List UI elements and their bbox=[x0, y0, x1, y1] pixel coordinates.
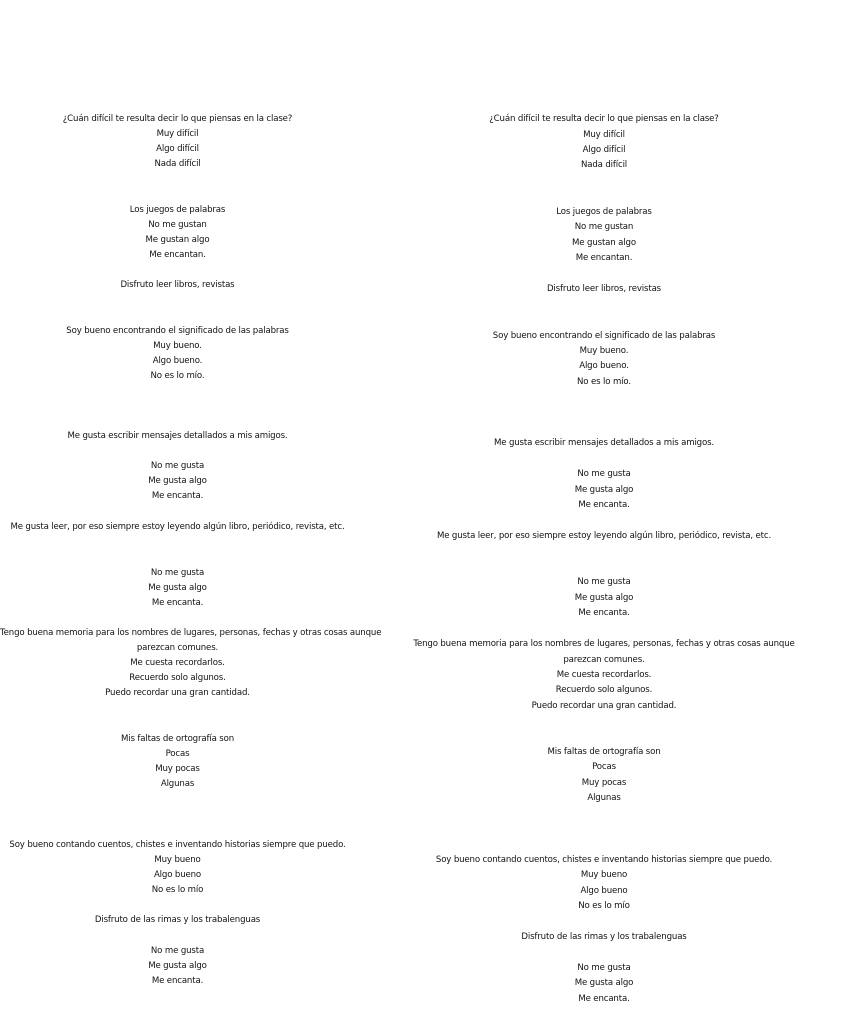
questionnaire-left-content bbox=[0, 0, 382, 1024]
right-questionnaire-line: Me gustan algo bbox=[572, 238, 636, 248]
right-questionnaire-line: Puedo recordar una gran cantidad. bbox=[531, 701, 677, 711]
left-questionnaire-line: Me gusta algo bbox=[148, 476, 207, 486]
right-questionnaire-line: No me gusta bbox=[577, 469, 631, 479]
right-questionnaire-line: Algunas bbox=[587, 793, 621, 803]
left-questionnaire-line: Tengo buena memoria para los nombres de lugares, personas, fechas y otras cosas aunque bbox=[0, 628, 382, 638]
right-questionnaire-line: Los juegos de palabras bbox=[556, 207, 652, 217]
left-questionnaire-line: Me encantan. bbox=[149, 250, 206, 260]
left-questionnaire-line: Me encanta. bbox=[151, 598, 204, 608]
right-questionnaire-line: Me gusta leer, por eso siempre estoy leyendo algún libro, periódico, revista, etc. bbox=[436, 531, 772, 541]
right-questionnaire-line: Recuerdo solo algunos. bbox=[555, 685, 653, 695]
right-questionnaire-line: Tengo buena memoria para los nombres de lugares, personas, fechas y otras cosas aunque bbox=[413, 639, 795, 649]
right-questionnaire-line: Me gusta algo bbox=[574, 978, 634, 988]
left-questionnaire-line: No me gusta bbox=[150, 568, 205, 578]
right-questionnaire-line: Soy bueno contando cuentos, chistes e inventando historias siempre que puedo. bbox=[435, 855, 773, 865]
right-questionnaire-line: Disfruto leer libros, revistas bbox=[546, 284, 662, 294]
left-questionnaire-line: No me gustan bbox=[148, 220, 207, 230]
left-questionnaire-line: Me gusta leer, por eso siempre estoy leyendo algún libro, periódico, revista, etc. bbox=[10, 522, 345, 532]
right-questionnaire-line: Disfruto de las rimas y los trabalenguas bbox=[521, 932, 687, 942]
left-questionnaire-line: parezcan comunes. bbox=[136, 643, 219, 653]
left-questionnaire-line: Me cuesta recordarlos. bbox=[130, 658, 225, 668]
right-questionnaire-line: No me gusta bbox=[577, 963, 631, 973]
right-questionnaire-line: Nada difícil bbox=[580, 160, 628, 170]
left-questionnaire-line: Mis faltas de ortografía son bbox=[120, 734, 235, 744]
right-questionnaire-line: Me encanta. bbox=[578, 608, 630, 618]
right-questionnaire-line: Me cuesta recordarlos. bbox=[556, 670, 652, 680]
left-questionnaire-line: Puedo recordar una gran cantidad. bbox=[105, 688, 250, 698]
left-questionnaire-line: Soy bueno contando cuentos, chistes e inventando historias siempre que puedo. bbox=[9, 840, 346, 850]
left-questionnaire-line: Me encanta. bbox=[151, 491, 204, 501]
right-questionnaire-line: Muy pocas bbox=[581, 778, 627, 788]
left-questionnaire-line: Soy bueno encontrando el significado de las palabras bbox=[66, 326, 289, 336]
right-questionnaire-line: Mis faltas de ortografía son bbox=[547, 747, 661, 757]
right-questionnaire-line: Me encantan. bbox=[575, 253, 633, 263]
right-questionnaire-line: Soy bueno encontrando el significado de las palabras bbox=[492, 331, 716, 341]
left-questionnaire-line: Nada difícil bbox=[154, 159, 201, 169]
right-questionnaire-line: Me encanta. bbox=[578, 500, 630, 510]
right-questionnaire-line: Muy bueno bbox=[580, 870, 628, 880]
right-questionnaire-line: No es lo mío bbox=[578, 901, 630, 911]
right-questionnaire-line: Me encanta. bbox=[578, 994, 630, 1004]
right-questionnaire-line: Me gusta algo bbox=[574, 485, 634, 495]
left-questionnaire-line: Muy bueno bbox=[154, 855, 201, 865]
left-questionnaire-line: Algo bueno. bbox=[152, 356, 203, 366]
left-questionnaire-line: Recuerdo solo algunos. bbox=[129, 673, 226, 683]
right-questionnaire-line: No me gustan bbox=[574, 222, 634, 232]
right-questionnaire-line: Me gusta escribir mensajes detallados a mis amigos. bbox=[493, 438, 715, 448]
left-questionnaire-line: Me gusta algo bbox=[148, 583, 207, 593]
left-questionnaire-line: No me gusta bbox=[150, 461, 205, 471]
right-questionnaire-line: ¿Cuán difícil te resulta decir lo que piensas en la clase? bbox=[489, 114, 719, 124]
left-questionnaire-line: Me encanta. bbox=[151, 976, 204, 986]
left-questionnaire-line: Me gusta escribir mensajes detallados a mis amigos. bbox=[67, 431, 288, 441]
left-questionnaire-line: ¿Cuán difícil te resulta decir lo que piensas en la clase? bbox=[62, 114, 293, 124]
right-questionnaire-line: Algo bueno bbox=[580, 886, 628, 896]
right-questionnaire-line: No me gusta bbox=[577, 577, 631, 587]
left-questionnaire-line: Muy pocas bbox=[155, 764, 200, 774]
right-questionnaire-line: Muy difícil bbox=[583, 130, 625, 140]
right-questionnaire-line: Algo bueno. bbox=[579, 361, 629, 371]
left-questionnaire-line: Algunas bbox=[160, 779, 195, 789]
left-questionnaire-line: Me gustan algo bbox=[145, 235, 210, 245]
left-questionnaire-line: Me gusta algo bbox=[148, 961, 207, 971]
left-questionnaire-line: Algo bueno bbox=[153, 870, 202, 880]
left-questionnaire-line: Muy difícil bbox=[156, 129, 199, 139]
left-questionnaire-line: Los juegos de palabras bbox=[129, 205, 226, 215]
right-questionnaire-line: parezcan comunes. bbox=[563, 655, 645, 665]
left-questionnaire-line: Pocas bbox=[165, 749, 190, 759]
left-questionnaire-line: No es lo mío. bbox=[150, 371, 205, 381]
right-questionnaire-line: No es lo mío. bbox=[577, 377, 631, 387]
right-questionnaire-line: Pocas bbox=[592, 762, 616, 772]
left-questionnaire-line: No es lo mío bbox=[151, 885, 204, 895]
left-questionnaire-line: Disfruto leer libros, revistas bbox=[120, 280, 235, 290]
left-questionnaire-line: No me gusta bbox=[150, 946, 205, 956]
left-questionnaire-line: Muy bueno. bbox=[153, 341, 202, 351]
right-questionnaire-line: Me gusta algo bbox=[574, 593, 634, 603]
questionnaire-left-column bbox=[0, 0, 382, 1024]
questionnaire-right-column bbox=[413, 0, 795, 1024]
right-questionnaire-line: Muy bueno. bbox=[579, 346, 629, 356]
questionnaire-right-content bbox=[355, 0, 853, 1024]
right-questionnaire-line: Algo difícil bbox=[582, 145, 626, 155]
left-questionnaire-line: Disfruto de las rimas y los trabalenguas bbox=[94, 915, 261, 925]
left-questionnaire-line: Algo difícil bbox=[156, 144, 199, 154]
